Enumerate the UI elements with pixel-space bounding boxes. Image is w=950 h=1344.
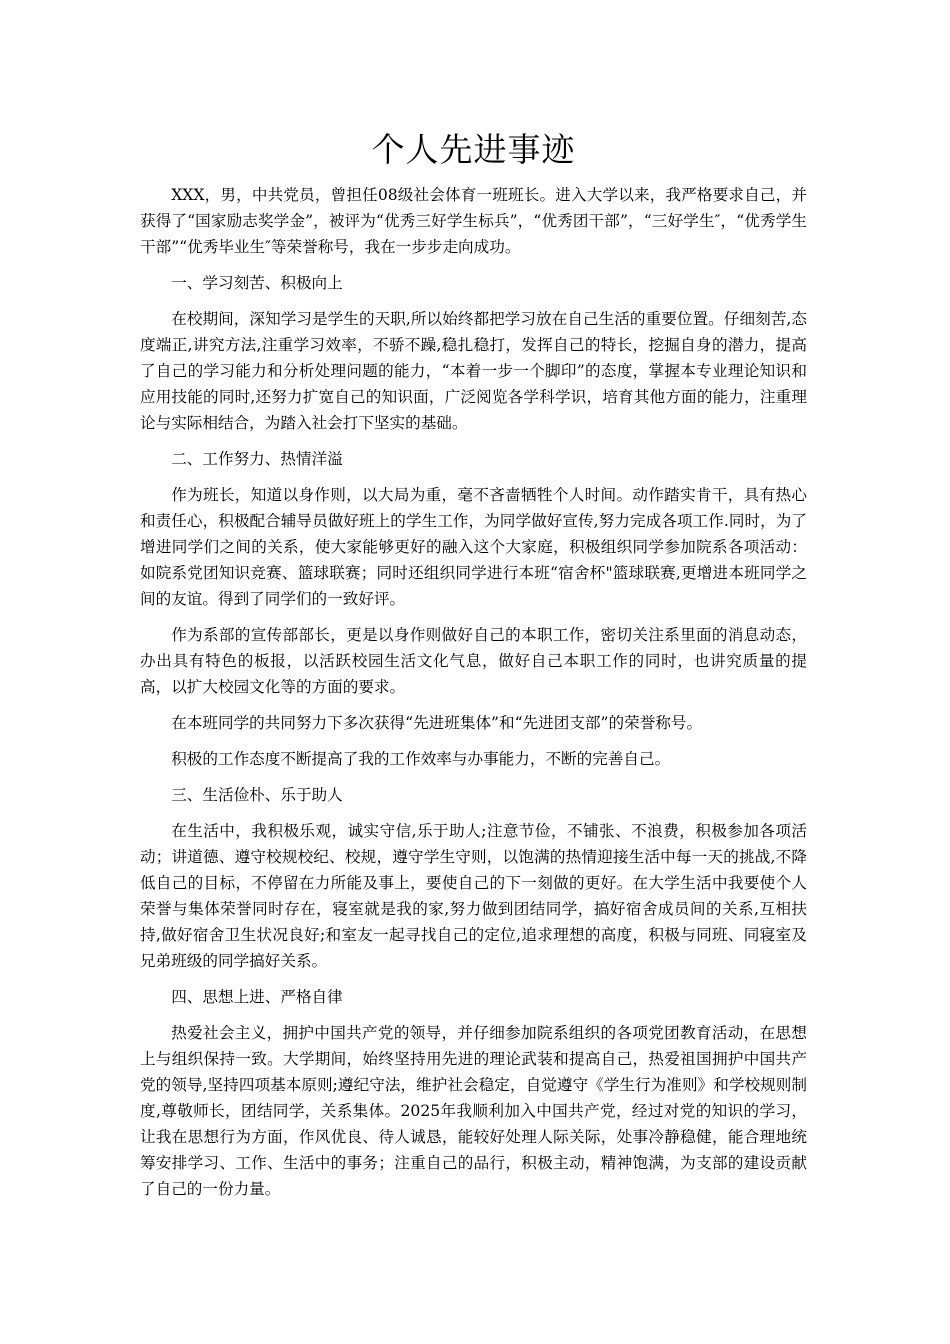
thought-paragraph: 热爱社会主义，拥护中国共产党的领导，并仔细参加院系组织的各项党团教育活动，在思想上与组织保持一致。大学期间，始终坚持用先进的理论武装和提高自己，热爱祖国拥护中国共产党的领导,坚持四项基本原则;遵纪守法，维护社会稳定，自觉遵守《学生行为准则》和学校规则制度,尊敬师长，团结同学，关系集体。2025年我顺利加入中国共产党，经过对党的知识的学习，让我在思想行为方面，作风优良、待人诚恳，能较好处理人际关际，处事冷静稳健，能合理地统筹安排学习、工作、生活中的事务；注重自己的品行，积极主动，精神饱满，为支部的建设贡献了自己的一份力量。 [140,1024,807,1198]
section-heading-study: 一、学习刻苦、积极向上 [171,274,343,292]
document-title: 个人先进事迹 [371,130,576,169]
section-heading-thought: 四、思想上进、严格自律 [171,988,343,1006]
section-heading-work: 二、工作努力、热情洋溢 [171,450,343,468]
work-paragraph-3: 在本班同学的共同努力下多次获得“先进班集体”和“先进团支部”的荣誉称号。 [171,714,703,732]
document-page [140,128,807,1212]
section-heading-life: 三、生活俭朴、乐于助人 [171,786,343,804]
study-paragraph: 在校期间，深知学习是学生的天职,所以始终都把学习放在自己生活的重要位置。仔细刻苦,态度端正,讲究方法,注重学习效率，不骄不躁,稳扎稳打，发挥自己的特长，挖掘自身的潜力，提高了自己的学习能力和分析处理问题的能力，“本着一步一个脚印”的态度，掌握本专业理论知识和应用技能的同时,还努力扩宽自己的知识面，广泛阅览各学科学识，培育其他方面的能力，注重理论与实际相结合，为踏入社会打下坚实的基础。 [140,310,807,432]
work-paragraph-4: 积极的工作态度不断提高了我的工作效率与办事能力，不断的完善自己。 [171,750,671,768]
life-paragraph: 在生活中，我积极乐观，诚实守信,乐于助人;注意节俭，不铺张、不浪费，积极参加各项活动；讲道德、遵守校规校纪、校规，遵守学生守则，以饱满的热情迎接生活中每一天的挑战,不降低自己的目标，不停留在力所能及事上，要使自己的下一刻做的更好。在大学生活中我要使个人荣誉与集体荣誉同时存在，寝室就是我的家,努力做到团结同学，搞好宿舍成员间的关系,互相扶持,做好宿舍卫生状况良好;和室友一起寻找自己的定位,追求理想的高度，积极与同班、同寝室及兄弟班级的同学搞好关系。 [140,822,807,970]
work-paragraph-1: 作为班长，知道以身作则，以大局为重，毫不吝啬牺牲个人时间。动作踏实肯干，具有热心和责任心，积极配合辅导员做好班上的学生工作，为同学做好宣传,努力完成各项工作.同时，为了增进同学们之间的关系，使大家能够更好的融入这个大家庭，积极组织同学参加院系各项活动：如院系党团知识竞赛、篮球联赛；同时还组织同学进行本班“宿舍杯"篮球联赛,更增进本班同学之间的友谊。得到了同学们的一致好评。 [140,486,807,608]
intro-paragraph: XXX，男，中共党员，曾担任08级社会体育一班班长。进入大学以来，我严格要求自己，并获得了“国家励志奖学金”，被评为“优秀三好学生标兵”，“优秀团干部”，“三好学生″，“优秀学生干部”“优秀毕业生″等荣誉称号，我在一步步走向成功。 [140,186,807,256]
work-paragraph-2: 作为系部的宣传部部长，更是以身作则做好自己的本职工作，密切关注系里面的消息动态，办出具有特色的板报，以活跃校园生活文化气息，做好自己本职工作的同时，也讲究质量的提高，以扩大校园文化等的方面的要求。 [140,626,807,696]
